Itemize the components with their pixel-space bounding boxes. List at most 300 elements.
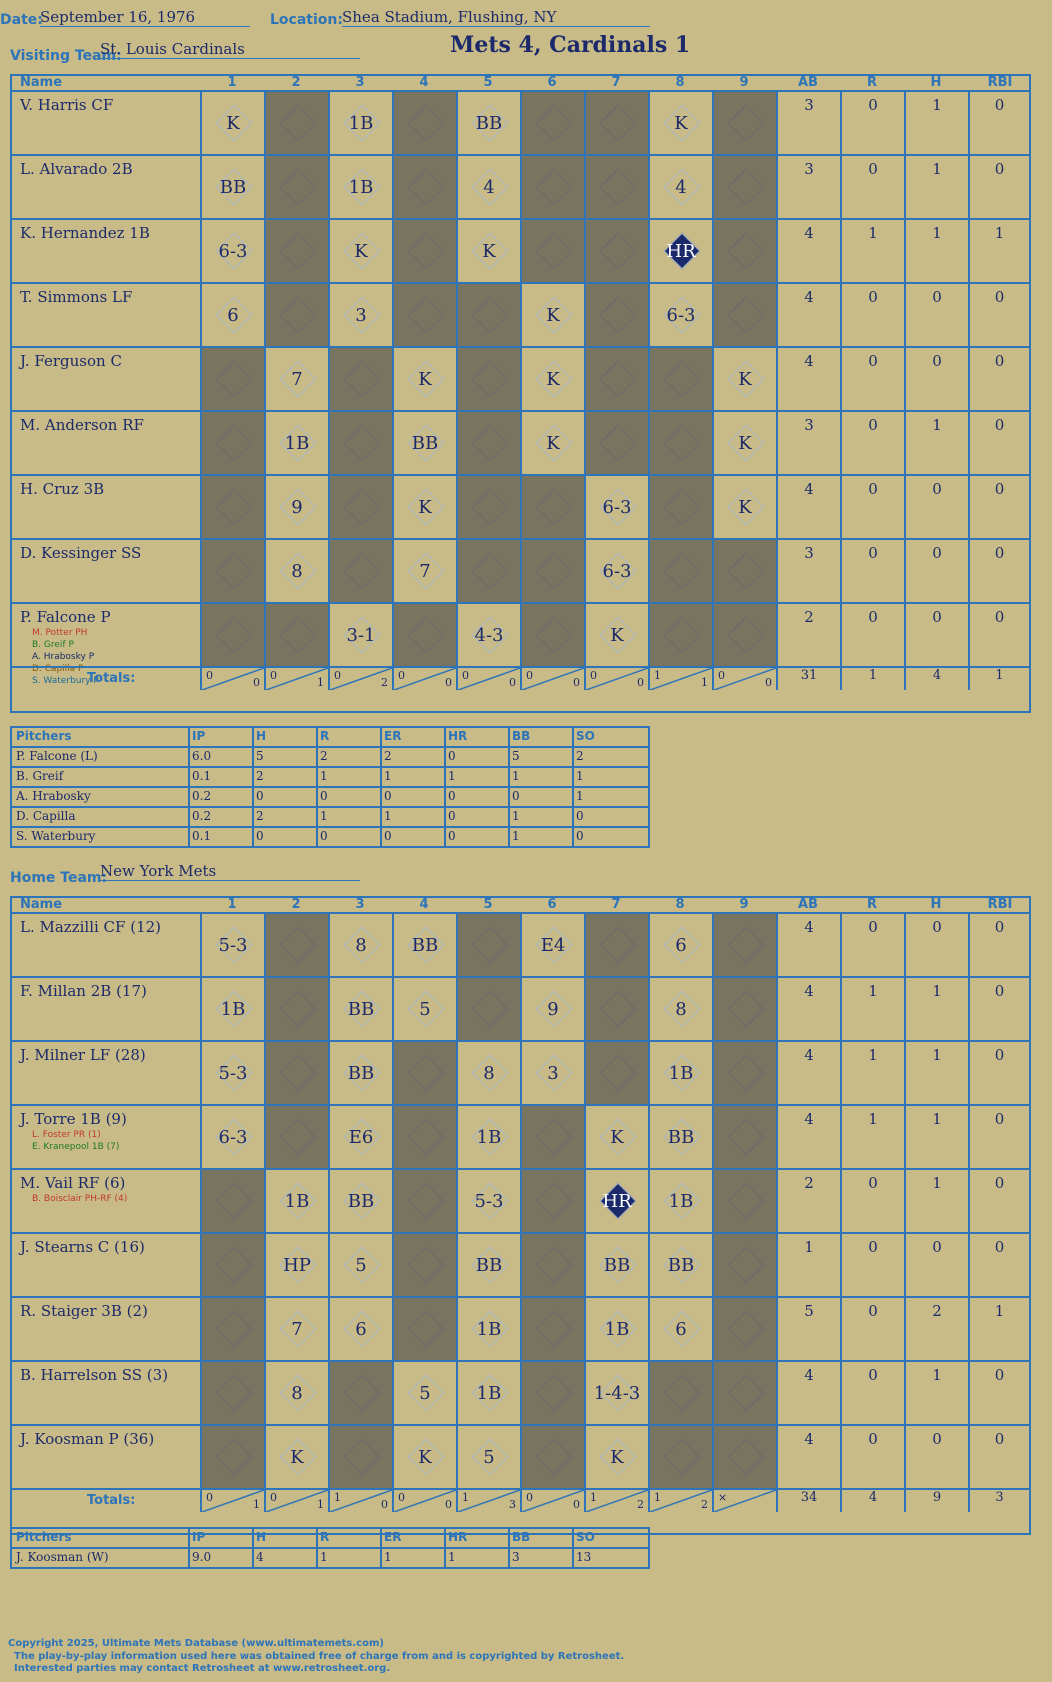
totals-row [12,1488,1029,1512]
inning-cell [200,914,264,976]
pitcher-stat: 1 [512,829,520,843]
play-result: 8 [291,1382,303,1404]
inning-cell [200,978,264,1040]
visiting-pitchers-table [10,726,650,848]
base-diamond [216,489,253,526]
inning-cell [712,1170,776,1232]
column-header: 1 [227,897,237,912]
inning-cell [392,92,456,154]
inning-total [584,1490,648,1512]
play-result: 5-3 [218,934,248,956]
hits-total: 0 [445,676,452,689]
play-result: 1B [348,112,374,134]
column-divider [380,1529,382,1547]
base-diamond [600,105,637,142]
stat-ab: 4 [776,220,840,282]
hits-total: 2 [701,1498,708,1511]
column-divider [508,1549,510,1567]
substitute-name: B. Boisclair PH-RF (4) [32,1194,128,1204]
pitcher-column-header: R [320,1530,330,1544]
inning-cell [648,348,712,410]
inning-cell [520,92,584,154]
base-diamond [600,297,637,334]
play-result: 6 [355,1318,367,1340]
inning-total [264,668,328,690]
column-divider [572,808,574,826]
hits-total: 0 [637,676,644,689]
home-team-label: Home Team: [10,870,108,886]
stat-h: 1 [904,1362,968,1424]
stat-rbi: 0 [968,1170,1029,1232]
column-divider [316,768,318,786]
visiting-team-name: St. Louis Cardinals [100,40,360,59]
inning-cell [648,1234,712,1296]
stat-rbi: 0 [968,348,1029,410]
column-divider [380,768,382,786]
inning-cell [520,284,584,346]
batter-name: D. Kessinger SS [20,544,142,562]
stat-r: 0 [840,476,904,538]
batter-name: M. Vail RF (6) [20,1174,126,1192]
inning-cell [328,1234,392,1296]
base-diamond [536,553,573,590]
base-diamond [600,233,637,270]
inning-cell [520,914,584,976]
pitcher-stat: 5 [512,749,520,763]
stat-ab: 4 [776,1106,840,1168]
inning-cell [392,1234,456,1296]
base-diamond [664,361,701,398]
play-result: 1B [220,998,246,1020]
hits-total: 1 [317,1498,324,1511]
stat-rbi: 0 [968,412,1029,474]
stat-rbi: 0 [968,156,1029,218]
batter-row [12,912,1029,976]
inning-cell [200,1362,264,1424]
base-diamond [408,1055,445,1092]
pitcher-column-header: IP [192,1530,206,1544]
base-diamond [664,553,701,590]
column-divider [444,1549,446,1567]
inning-cell [200,1426,264,1488]
totals-stat: 1 [968,668,1029,690]
base-diamond [728,1439,765,1476]
pitcher-header-row [12,1529,648,1549]
inning-cell [712,914,776,976]
pitcher-row [12,786,648,806]
play-result: 4 [675,176,687,198]
inning-cell [456,220,520,282]
inning-cell [392,1042,456,1104]
totals-stat: 4 [904,668,968,690]
inning-cell [648,978,712,1040]
stat-rbi: 0 [968,92,1029,154]
play-result: K [738,432,752,454]
pitcher-stat: 0 [576,829,584,843]
inning-cell [712,92,776,154]
play-result: 1B [668,1190,694,1212]
inning-cell [648,1362,712,1424]
inning-cell [456,914,520,976]
inning-cell [328,1042,392,1104]
base-diamond [344,489,381,526]
hits-total: 0 [381,1498,388,1511]
stat-r: 0 [840,1426,904,1488]
base-diamond [536,617,573,654]
inning-cell [648,220,712,282]
play-result: 1B [668,1062,694,1084]
base-diamond [280,927,317,964]
play-result: 1B [476,1126,502,1148]
base-diamond [216,1439,253,1476]
column-header: RBI [987,75,1013,90]
pitcher-stat: 0.2 [192,789,212,803]
inning-cell [264,978,328,1040]
base-diamond [408,169,445,206]
play-result: E6 [348,1126,374,1148]
play-result: 8 [483,1062,495,1084]
batter-name: L. Mazzilli CF (12) [20,918,162,936]
inning-cell [584,1298,648,1360]
inning-cell [712,540,776,602]
column-divider [444,828,446,846]
play-result: 5 [355,1254,367,1276]
stat-h: 0 [904,476,968,538]
play-result: K [418,1446,432,1468]
inning-cell [328,284,392,346]
runs-total: 0 [462,669,469,682]
column-divider [188,768,190,786]
play-result: 6-3 [218,240,248,262]
pitcher-stat: 4 [256,1550,264,1564]
batter-name: J. Stearns C (16) [20,1238,145,1256]
base-diamond [216,1375,253,1412]
play-result: 5-3 [218,1062,248,1084]
inning-total [456,1490,520,1512]
inning-cell [264,1106,328,1168]
play-result: BB [667,1254,695,1276]
stat-r: 0 [840,1298,904,1360]
column-divider [508,1529,510,1547]
inning-cell [712,1362,776,1424]
inning-cell [264,604,328,666]
inning-cell [456,1170,520,1232]
inning-total [328,1490,392,1512]
batter-name: R. Staiger 3B (2) [20,1302,148,1320]
stat-h: 0 [904,348,968,410]
column-header: 6 [547,75,557,90]
column-header: 5 [483,897,493,912]
play-result: 1B [476,1382,502,1404]
inning-cell [584,348,648,410]
location-value: Shea Stadium, Flushing, NY [342,8,650,27]
inning-cell [456,978,520,1040]
column-header: H [930,897,942,912]
column-header: 1 [227,75,237,90]
play-result: 3 [547,1062,559,1084]
hits-total: 0 [445,1498,452,1511]
inning-cell [200,284,264,346]
column-divider [188,748,190,766]
batter-row [12,1360,1029,1424]
inning-cell [712,1234,776,1296]
inning-cell [712,604,776,666]
column-divider [572,748,574,766]
inning-cell [520,604,584,666]
column-divider [380,1549,382,1567]
column-divider [572,788,574,806]
inning-total [200,668,264,690]
batter-name: J. Milner LF (28) [20,1046,146,1064]
play-result: BB [667,1126,695,1148]
base-diamond [216,1311,253,1348]
stat-ab: 4 [776,1426,840,1488]
pitcher-header-row [12,728,648,748]
inning-cell [328,1362,392,1424]
base-diamond [600,361,637,398]
base-diamond [408,1119,445,1156]
play-result: 5 [419,998,431,1020]
pitcher-stat: 1 [512,769,520,783]
stat-h: 1 [904,1170,968,1232]
batter-name: L. Alvarado 2B [20,160,133,178]
play-result: 6 [675,934,687,956]
inning-cell [264,1042,328,1104]
inning-cell [392,1362,456,1424]
play-result: 4-3 [474,624,504,646]
batter-row [12,1232,1029,1296]
date-label: Date: [0,12,43,28]
play-result: 5-3 [474,1190,504,1212]
base-diamond [344,361,381,398]
base-diamond [472,927,509,964]
pitcher-stat: 1 [448,769,456,783]
pitcher-stat: 2 [384,749,392,763]
inning-cell [264,1170,328,1232]
inning-cell [520,1362,584,1424]
inning-cell [328,978,392,1040]
play-result: 6-3 [602,560,632,582]
runs-total: 0 [398,1491,405,1504]
column-header: 4 [419,897,429,912]
inning-cell [584,412,648,474]
inning-cell [520,412,584,474]
inning-cell [392,914,456,976]
column-divider [316,1529,318,1547]
totals-label: Totals: [87,1493,136,1508]
play-result: K [418,368,432,390]
stat-h: 0 [904,540,968,602]
play-result: 4 [483,176,495,198]
column-divider [316,788,318,806]
pitcher-column-header: HR [448,1530,468,1544]
base-diamond [728,297,765,334]
play-result: K [290,1446,304,1468]
column-divider [444,728,446,746]
stat-ab: 2 [776,1170,840,1232]
column-header: 7 [611,897,621,912]
base-diamond [408,617,445,654]
column-divider [380,828,382,846]
runs-total: 0 [526,1491,533,1504]
base-diamond [728,1119,765,1156]
pitcher-stat: 1 [448,1550,456,1564]
inning-cell [200,540,264,602]
inning-cell [648,476,712,538]
inning-cell [328,1426,392,1488]
batter-row [12,1296,1029,1360]
base-diamond [728,1055,765,1092]
play-result: 5 [419,1382,431,1404]
hits-total: 1 [701,676,708,689]
inning-cell [264,1234,328,1296]
inning-cell [200,1234,264,1296]
column-divider [508,768,510,786]
inning-cell [712,476,776,538]
play-result: 8 [291,560,303,582]
inning-cell [584,284,648,346]
pitcher-stat: 0 [448,789,456,803]
play-result: 9 [547,998,559,1020]
column-header: 6 [547,897,557,912]
play-result: BB [603,1254,631,1276]
inning-cell [328,348,392,410]
pitcher-stat: A. Hrabosky [16,789,91,803]
base-diamond [536,1439,573,1476]
pitcher-column-header: ER [384,729,402,743]
column-divider [252,1529,254,1547]
inning-cell [712,156,776,218]
inning-total [392,668,456,690]
base-diamond [472,361,509,398]
inning-cell [456,348,520,410]
stat-r: 0 [840,284,904,346]
stat-rbi: 0 [968,1362,1029,1424]
pitcher-stat: 1 [384,769,392,783]
hits-total: 3 [509,1498,516,1511]
runs-total: 0 [526,669,533,682]
base-diamond [344,425,381,462]
inning-cell [712,1298,776,1360]
base-diamond [728,553,765,590]
inning-cell [456,1042,520,1104]
base-diamond [728,1311,765,1348]
pitcher-stat: 0 [320,829,328,843]
inning-cell [264,476,328,538]
base-diamond [600,927,637,964]
stat-h: 1 [904,1042,968,1104]
base-diamond [344,553,381,590]
stat-r: 0 [840,348,904,410]
stat-h: 2 [904,1298,968,1360]
hits-total: 2 [381,676,388,689]
play-result: BB [347,998,375,1020]
base-diamond [600,169,637,206]
base-diamond [408,233,445,270]
inning-total [392,1490,456,1512]
stat-r: 1 [840,1106,904,1168]
pitcher-column-header: H [256,1530,267,1544]
inning-cell [200,156,264,218]
base-diamond [664,617,701,654]
hits-total: 0 [253,676,260,689]
pitcher-row [12,806,648,826]
inning-cell [392,348,456,410]
runs-total: 0 [590,669,597,682]
stat-h: 1 [904,978,968,1040]
stat-ab: 4 [776,1362,840,1424]
base-diamond [216,553,253,590]
inning-cell [392,156,456,218]
base-diamond [408,297,445,334]
base-diamond [408,1247,445,1284]
stat-r: 0 [840,92,904,154]
pitcher-column-header: ER [384,1530,402,1544]
pitcher-column-header: HR [448,729,468,743]
batter-row [12,282,1029,346]
stat-r: 0 [840,540,904,602]
inning-cell [520,1426,584,1488]
inning-total [648,668,712,690]
play-result: 3 [355,304,367,326]
inning-cell [456,1234,520,1296]
stat-ab: 4 [776,914,840,976]
inning-cell [584,1234,648,1296]
inning-cell [200,220,264,282]
pitcher-stat: 2 [320,749,328,763]
home-scorecard [10,896,1031,1535]
runs-total: 0 [334,669,341,682]
base-diamond [280,297,317,334]
play-result: 1B [604,1318,630,1340]
pitcher-stat: 0 [448,829,456,843]
inning-cell [648,1170,712,1232]
base-diamond [728,991,765,1028]
inning-cell [328,1298,392,1360]
inning-cell [456,412,520,474]
stat-h: 0 [904,1234,968,1296]
substitute-name: B. Greif P [32,640,74,650]
inning-total [520,668,584,690]
batter-name: P. Falcone P [20,608,111,626]
stat-ab: 3 [776,156,840,218]
stat-ab: 2 [776,604,840,666]
play-result: 7 [291,368,303,390]
inning-cell [456,1426,520,1488]
date-value: September 16, 1976 [40,8,250,27]
pitcher-column-header: Pitchers [16,729,72,743]
stat-ab: 4 [776,284,840,346]
column-divider [252,1549,254,1567]
pitcher-stat: 0.1 [192,829,212,843]
stat-r: 1 [840,978,904,1040]
pitcher-stat: 0 [320,789,328,803]
inning-cell [584,978,648,1040]
stat-h: 1 [904,1106,968,1168]
base-diamond [536,1119,573,1156]
inning-cell [520,1298,584,1360]
stat-r: 0 [840,1362,904,1424]
inning-cell [712,1106,776,1168]
column-divider [444,788,446,806]
column-header: AB [798,75,818,90]
totals-label: Totals: [87,671,136,686]
inning-cell [264,1362,328,1424]
inning-cell [648,92,712,154]
inning-cell [392,604,456,666]
pitcher-stat: J. Koosman (W) [16,1550,109,1564]
inning-cell [520,1234,584,1296]
